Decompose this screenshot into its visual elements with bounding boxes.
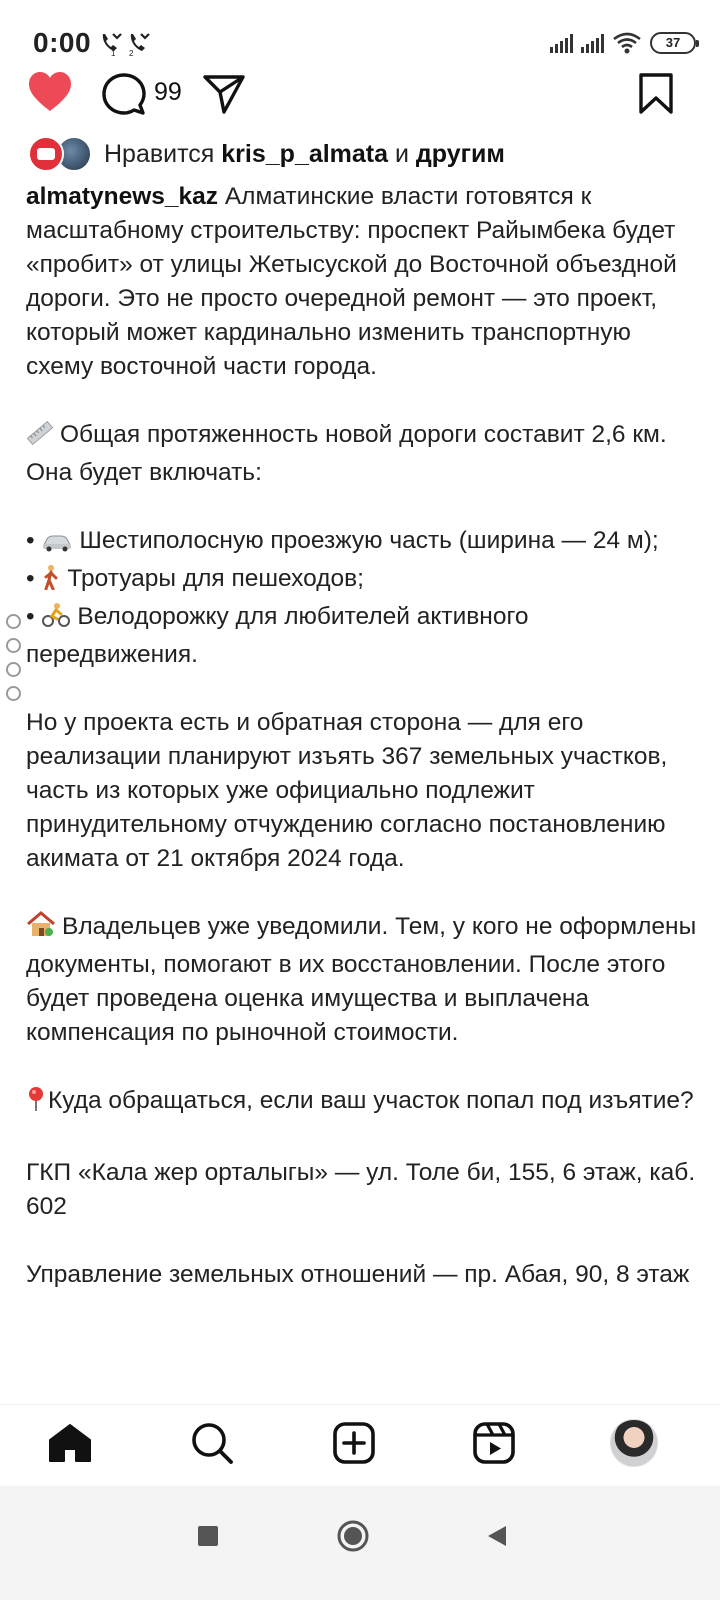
comment-bubble-icon <box>102 72 146 116</box>
recents-button[interactable] <box>196 1524 220 1553</box>
caption-where-paragraph <box>26 1084 698 1122</box>
send-paper-plane-icon <box>202 72 246 116</box>
caption-where-text: Куда обращаться, если ваш участок попал под изъятие? <box>48 1087 694 1114</box>
status-time: 0:00 <box>33 27 92 58</box>
caption-username[interactable]: almatynews_kaz <box>26 183 219 210</box>
triangle-back-icon <box>484 1523 510 1549</box>
signal-icon-1 <box>550 33 573 53</box>
caption-downside-paragraph: Но у проекта есть и обратная сторона — для его реализации планируют изъять 367 земельных участков, часть из которых уже официально подлежит принудительному отчуждению согласно постановлению акимата от 21 октября 2024 года. <box>26 709 668 872</box>
edge-handle-dot[interactable] <box>6 686 21 701</box>
reels-icon <box>472 1421 516 1465</box>
nav-home-button[interactable] <box>46 1419 94 1467</box>
comment-count: 99 <box>154 78 182 106</box>
liker-avatar-news-logo[interactable] <box>28 136 64 172</box>
round-pushpin-emoji-icon <box>26 1086 46 1122</box>
back-button[interactable] <box>484 1523 510 1554</box>
liked-by-prefix: Нравится <box>104 139 222 168</box>
post-action-bar <box>0 66 720 126</box>
signal-icon-2 <box>581 33 604 53</box>
circle-home-icon <box>336 1519 370 1553</box>
liked-by-row[interactable] <box>28 134 505 174</box>
caption-intro-paragraph <box>26 180 698 384</box>
pedestrian-emoji-icon <box>41 564 61 600</box>
cyclist-emoji-icon <box>41 602 71 638</box>
liked-by-username[interactable]: kris_p_almata <box>221 139 389 168</box>
bullet-mark: • <box>26 565 35 592</box>
caption-gkp-address: ГКП «Кала жер орталыгы» — ул. Толе би, 155, 6 этаж, каб. 602 <box>26 1159 696 1220</box>
nav-search-button[interactable] <box>188 1419 236 1467</box>
liked-by-middle: и <box>388 139 416 168</box>
instagram-bottom-nav <box>0 1404 720 1482</box>
post-caption <box>26 180 698 1292</box>
home-icon <box>48 1423 92 1463</box>
profile-avatar[interactable] <box>610 1419 658 1467</box>
missed-call-icon-1 <box>98 30 124 56</box>
liked-by-others-link[interactable]: другим <box>415 139 505 168</box>
wifi-icon <box>612 32 642 54</box>
status-right-group <box>550 30 696 56</box>
ruler-emoji-icon <box>26 420 54 456</box>
bullet-mark: • <box>26 603 35 630</box>
nav-reels-button[interactable] <box>470 1419 518 1467</box>
comment-button[interactable] <box>100 70 148 118</box>
android-system-nav <box>0 1486 720 1600</box>
caption-bullet-list <box>26 524 698 672</box>
heart-filled-icon <box>27 71 73 113</box>
edge-scroll-handles[interactable] <box>6 614 24 710</box>
sim-2-label: 2 <box>129 49 134 56</box>
edge-handle-dot[interactable] <box>6 662 21 677</box>
bullet-sidewalk <box>26 562 698 600</box>
sim-1-label: 1 <box>111 49 116 56</box>
caption-length-text: Общая протяженность новой дороги составит 2,6 км. Она будет включать: <box>26 421 667 486</box>
save-bookmark-button[interactable] <box>634 70 678 118</box>
caption-department-address: Управление земельных отношений — пр. Абая, 90, 8 этаж <box>26 1261 690 1288</box>
edge-handle-dot[interactable] <box>6 638 21 653</box>
home-system-button[interactable] <box>336 1519 370 1558</box>
nav-profile-button[interactable] <box>610 1419 658 1467</box>
bullet-road-text: Шестиполосную проезжую часть (ширина — 24 м); <box>79 527 659 554</box>
caption-owners-text: Владельцев уже уведомили. Тем, у кого не оформлены документы, помогают в их восстановлении. После этого будет проведена оценка имущества и выплачена компенсация по рыночной стоимости. <box>26 913 697 1046</box>
bullet-bike-text: Велодорожку для любителей активного передвижения. <box>26 603 529 668</box>
house-emoji-icon <box>26 910 56 948</box>
bullet-road <box>26 524 698 562</box>
share-button[interactable] <box>200 70 248 118</box>
car-emoji-icon <box>41 528 73 562</box>
liker-avatars[interactable] <box>28 136 98 172</box>
bullet-bike <box>26 600 698 672</box>
bullet-mark: • <box>26 527 35 554</box>
caption-intro-text: Алматинские власти готовятся к масштабному строительству: проспект Райымбека будет «пробит» от улицы Жетысуской до Восточной объездной дороги. Это не просто очередной ремонт — это проект, который может кардинально изменить транспортную схему восточной части города. <box>26 183 677 380</box>
liked-by-text <box>104 140 505 169</box>
caption-owners-paragraph <box>26 910 698 1050</box>
square-recents-icon <box>196 1524 220 1548</box>
bullet-sidewalk-text: Тротуары для пешеходов; <box>67 565 364 592</box>
plus-square-icon <box>332 1421 376 1465</box>
edge-handle-dot[interactable] <box>6 614 21 629</box>
like-button[interactable] <box>26 70 74 114</box>
caption-length-paragraph <box>26 418 698 490</box>
missed-call-icon-2 <box>126 30 152 56</box>
bookmark-icon <box>638 73 674 115</box>
nav-create-button[interactable] <box>330 1419 378 1467</box>
search-icon <box>190 1421 234 1465</box>
battery-icon: 37 <box>650 32 696 54</box>
